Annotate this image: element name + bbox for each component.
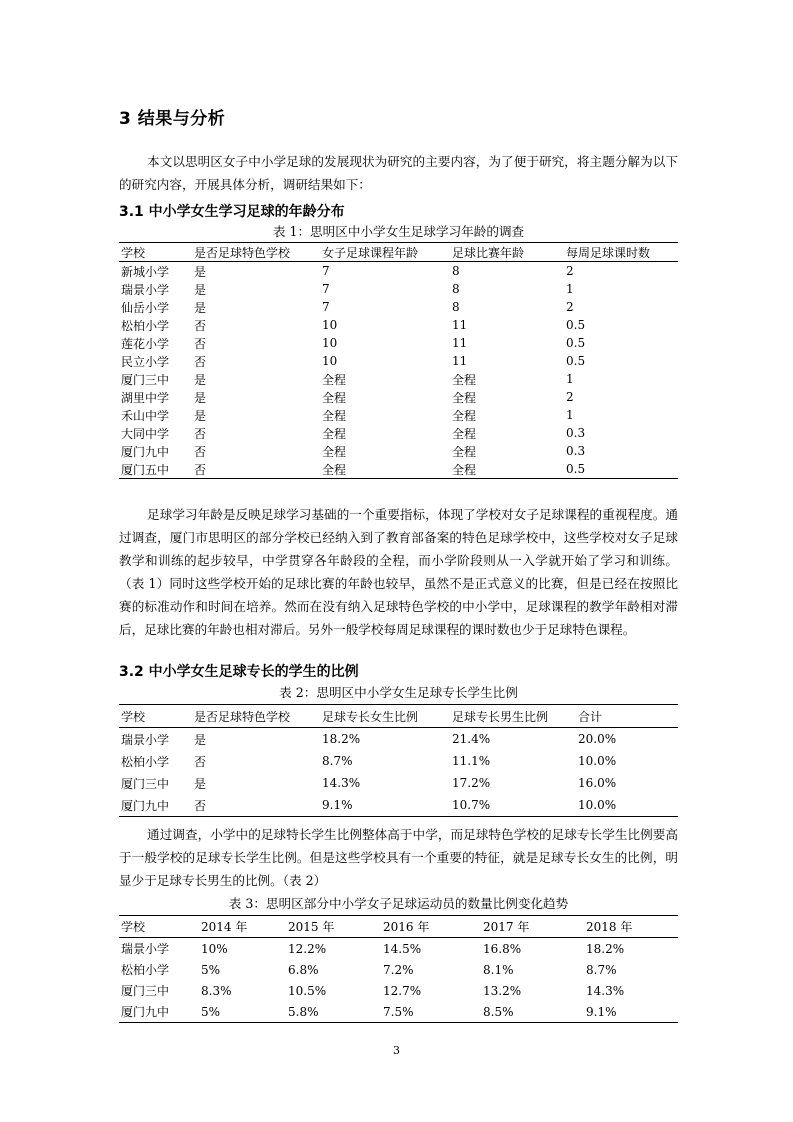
table3-cell: 13.2% bbox=[483, 983, 522, 998]
table1-cell: 0.5 bbox=[566, 354, 586, 368]
table3-header-cell: 2016 年 bbox=[381, 916, 481, 938]
table1-cell: 0.5 bbox=[566, 318, 586, 332]
table1-cell: 湖里中学 bbox=[121, 390, 170, 405]
table1-cell: 是 bbox=[194, 390, 207, 405]
table2-cell: 10.0% bbox=[578, 754, 617, 768]
table1-header-cell: 每周足球课时数 bbox=[564, 243, 678, 262]
table2-cell: 17.2% bbox=[452, 776, 491, 790]
table-row bbox=[119, 460, 678, 479]
table3-cell: 14.3% bbox=[586, 983, 625, 998]
table1-cell: 全程 bbox=[452, 408, 477, 423]
table1-cell: 否 bbox=[194, 426, 207, 441]
table-row bbox=[119, 316, 678, 334]
table3-cell: 10.5% bbox=[288, 983, 327, 998]
table2-cell: 21.4% bbox=[452, 732, 491, 746]
table-row bbox=[119, 370, 678, 388]
table1-cell: 8 bbox=[452, 264, 460, 278]
table2-header-row bbox=[119, 705, 678, 728]
table3-header-cell: 2015 年 bbox=[286, 916, 381, 938]
table1-cell: 0.3 bbox=[566, 444, 586, 458]
table1-cell: 大同中学 bbox=[121, 426, 170, 441]
table1-cell: 8 bbox=[452, 282, 460, 296]
intro-paragraph bbox=[119, 150, 678, 196]
table2-cell: 18.2% bbox=[322, 732, 361, 746]
table1-body bbox=[119, 262, 678, 479]
table3 bbox=[119, 915, 678, 1023]
table-row bbox=[119, 352, 678, 370]
table3-cell: 7.2% bbox=[383, 962, 414, 977]
table1-cell: 厦门九中 bbox=[121, 444, 170, 459]
table1-cell: 0.5 bbox=[564, 460, 678, 479]
table1-cell: 全程 bbox=[452, 390, 477, 405]
table2-cell: 瑞景小学 bbox=[121, 732, 170, 747]
table1-cell: 仙岳小学 bbox=[121, 300, 170, 315]
table2-header-cell: 学校 bbox=[119, 705, 192, 728]
table3-cell: 9.1% bbox=[584, 1001, 678, 1023]
table3-cell: 12.7% bbox=[383, 983, 422, 998]
table1-cell: 10 bbox=[322, 318, 338, 332]
table3-cell: 8.3% bbox=[201, 983, 232, 998]
table1-cell: 2 bbox=[566, 390, 574, 404]
table1-cell: 2 bbox=[566, 264, 574, 278]
table2-cell: 10.0% bbox=[576, 794, 678, 817]
table2-cell: 16.0% bbox=[578, 776, 617, 790]
table3-cell: 瑞景小学 bbox=[121, 942, 170, 956]
table1-cell: 7 bbox=[322, 282, 330, 296]
table-row bbox=[119, 334, 678, 352]
table-row bbox=[119, 298, 678, 316]
table1-cell: 10 bbox=[322, 336, 338, 350]
table-row bbox=[119, 772, 678, 794]
table3-cell: 8.5% bbox=[481, 1001, 584, 1023]
table3-cell: 5% bbox=[199, 1001, 286, 1023]
table1-cell: 莲花小学 bbox=[121, 336, 170, 351]
table-row bbox=[119, 406, 678, 424]
table1-cell: 11 bbox=[452, 354, 468, 368]
table1-cell: 松柏小学 bbox=[121, 318, 170, 333]
table1-cell: 否 bbox=[194, 336, 207, 351]
table2-cell: 厦门三中 bbox=[121, 776, 170, 791]
table3-cell: 10% bbox=[201, 941, 228, 956]
table-row bbox=[119, 794, 678, 817]
table2-caption: 表 2：思明区中小学女生足球专长学生比例 bbox=[279, 685, 518, 700]
table1-cell: 瑞景小学 bbox=[121, 282, 170, 297]
table1-cell: 全程 bbox=[322, 426, 347, 441]
table1-cell: 是 bbox=[194, 282, 207, 297]
table1-cell: 0.3 bbox=[566, 426, 586, 440]
table1-cell: 全程 bbox=[320, 460, 450, 479]
table1-header-cell: 女子足球课程年龄 bbox=[320, 243, 450, 262]
table1-cell: 全程 bbox=[450, 460, 564, 479]
table2-cell: 是 bbox=[194, 732, 207, 747]
table3-header-cell: 2018 年 bbox=[584, 916, 678, 938]
paragraph-2-text: 足球学习年龄是反映足球学习基础的一个重要指标，体现了学校对女子足球课程的重视程度。通过调查，厦门市思明区的部分学校已经纳入到了教育部备案的特色足球学校中，这些学校对女子足球教学和训练的起步较早，中学贯穿各年龄段的全程，而小学阶段则从一入学就开始了学习和训练。（表 1）同时这些学校开始的足球比赛的年龄也较早，虽然不是正式意义的比赛，但是已经在按照比赛的标准动作和时间在培养。然而在没有纳入足球特色学校的中小学中，足球课程的教学年龄相对滞后，足球比赛的年龄也相对滞后。另外一般学校每周足球课程的课时数也少于足球特色课程。 bbox=[119, 507, 678, 637]
table1-cell: 全程 bbox=[452, 444, 477, 459]
table-row bbox=[119, 280, 678, 298]
table2-cell: 否 bbox=[194, 754, 207, 769]
table-row bbox=[119, 750, 678, 772]
table2-cell: 9.1% bbox=[320, 794, 450, 817]
table1-caption: 表 1：思明区中小学女生足球学习年龄的调查 bbox=[272, 224, 525, 239]
table1-header-row bbox=[119, 243, 678, 262]
table1-cell: 1 bbox=[566, 282, 574, 296]
table2-cell: 厦门九中 bbox=[119, 794, 192, 817]
table3-header-cell: 2014 年 bbox=[199, 916, 286, 938]
table2-cell: 10.7% bbox=[450, 794, 576, 817]
table3-caption: 表 3：思明区部分中小学女子足球运动员的数量比例变化趋势 bbox=[228, 896, 569, 911]
table1-cell: 全程 bbox=[322, 408, 347, 423]
table3-cell: 8.7% bbox=[586, 962, 617, 977]
paragraph-3-text: 通过调查，小学中的足球特长学生比例整体高于中学，而足球特色学校的足球专长学生比例要高于一般学校的足球专长学生比例。但是这些学校具有一个重要的特征，就是足球专长女生的比例，明显少于足球专长男生的比例。（表 2） bbox=[119, 827, 678, 888]
table1-header-cell: 学校 bbox=[119, 243, 192, 262]
table3-header-cell: 2017 年 bbox=[481, 916, 584, 938]
table3-cell: 松柏小学 bbox=[121, 963, 170, 977]
table3-cell: 14.5% bbox=[383, 941, 422, 956]
table3-header-cell: 学校 bbox=[119, 916, 199, 938]
table2-cell: 是 bbox=[194, 776, 207, 791]
table-row bbox=[119, 959, 678, 980]
table2-header-cell: 足球专长男生比例 bbox=[450, 705, 576, 728]
table1-cell: 8 bbox=[452, 300, 460, 314]
table2-header-cell: 是否足球特色学校 bbox=[192, 705, 320, 728]
table1-cell: 厦门三中 bbox=[121, 372, 170, 387]
table2-cell: 14.3% bbox=[322, 776, 361, 790]
table1-cell: 是 bbox=[194, 372, 207, 387]
table1-cell: 11 bbox=[452, 336, 468, 350]
table1-cell: 厦门五中 bbox=[119, 460, 192, 479]
table2 bbox=[119, 704, 678, 817]
table3-cell: 12.2% bbox=[288, 941, 327, 956]
table3-cell: 6.8% bbox=[288, 962, 319, 977]
subsection-heading-2: 3.2 中小学女生足球专长的学生的比例 bbox=[119, 664, 359, 680]
table-row bbox=[119, 424, 678, 442]
table3-header-row bbox=[119, 916, 678, 938]
section-heading: 3 结果与分析 bbox=[119, 109, 226, 129]
table1-cell: 新城小学 bbox=[121, 264, 170, 279]
table1-cell: 全程 bbox=[452, 372, 477, 387]
table1-cell: 民立小学 bbox=[121, 354, 170, 369]
table1-cell: 全程 bbox=[322, 390, 347, 405]
table3-cell: 5.8% bbox=[286, 1001, 381, 1023]
table1-cell: 否 bbox=[192, 460, 320, 479]
table1-cell: 全程 bbox=[452, 426, 477, 441]
table-row bbox=[119, 1001, 678, 1023]
table3-cell: 5% bbox=[201, 962, 221, 977]
intro-paragraph-text: 本文以思明区女子中小学足球的发展现状为研究的主要内容，为了便于研究，将主题分解为以下的研究内容，开展具体分析，调研结果如下： bbox=[119, 154, 678, 192]
table3-body bbox=[119, 938, 678, 1023]
table1-cell: 是 bbox=[194, 300, 207, 315]
table2-body bbox=[119, 728, 678, 817]
table1-header-cell: 是否足球特色学校 bbox=[192, 243, 320, 262]
table1-cell: 是 bbox=[194, 408, 207, 423]
table1-cell: 1 bbox=[566, 408, 574, 422]
table2-cell: 否 bbox=[192, 794, 320, 817]
table1-cell: 2 bbox=[566, 300, 574, 314]
table1-cell: 否 bbox=[194, 444, 207, 459]
table-row bbox=[119, 388, 678, 406]
table2-cell: 松柏小学 bbox=[121, 754, 170, 769]
subsection-heading-1: 3.1 中小学女生学习足球的年龄分布 bbox=[119, 204, 345, 220]
table1-cell: 是 bbox=[194, 264, 207, 279]
table3-cell: 7.5% bbox=[381, 1001, 481, 1023]
table1-cell: 10 bbox=[322, 354, 338, 368]
table2-cell: 20.0% bbox=[578, 732, 617, 746]
table1-cell: 否 bbox=[194, 318, 207, 333]
table1-cell: 全程 bbox=[322, 444, 347, 459]
table1-cell: 否 bbox=[194, 354, 207, 369]
page-number: 3 bbox=[393, 1044, 400, 1057]
table3-cell: 18.2% bbox=[586, 941, 625, 956]
table-row bbox=[119, 938, 678, 960]
table2-header-cell: 足球专长女生比例 bbox=[320, 705, 450, 728]
table-row bbox=[119, 980, 678, 1001]
table3-cell: 厦门三中 bbox=[121, 984, 170, 998]
table1-cell: 11 bbox=[452, 318, 468, 332]
table1-header-cell: 足球比赛年龄 bbox=[450, 243, 564, 262]
table1-cell: 7 bbox=[322, 300, 330, 314]
table3-cell: 8.1% bbox=[483, 962, 514, 977]
table2-header-cell: 合计 bbox=[576, 705, 678, 728]
table2-cell: 8.7% bbox=[322, 754, 353, 768]
table2-cell: 11.1% bbox=[452, 754, 491, 768]
table3-cell: 16.8% bbox=[483, 941, 522, 956]
paragraph-2 bbox=[119, 503, 678, 641]
table-row bbox=[119, 728, 678, 751]
paragraph-3 bbox=[119, 823, 678, 892]
table1-cell: 禾山中学 bbox=[121, 408, 170, 423]
table1 bbox=[119, 242, 678, 479]
table3-cell: 厦门九中 bbox=[119, 1001, 199, 1023]
table1-cell: 1 bbox=[566, 372, 574, 386]
table-row bbox=[119, 442, 678, 460]
table1-cell: 全程 bbox=[322, 372, 347, 387]
table1-cell: 0.5 bbox=[566, 336, 586, 350]
table1-cell: 7 bbox=[322, 264, 330, 278]
table-row bbox=[119, 262, 678, 281]
